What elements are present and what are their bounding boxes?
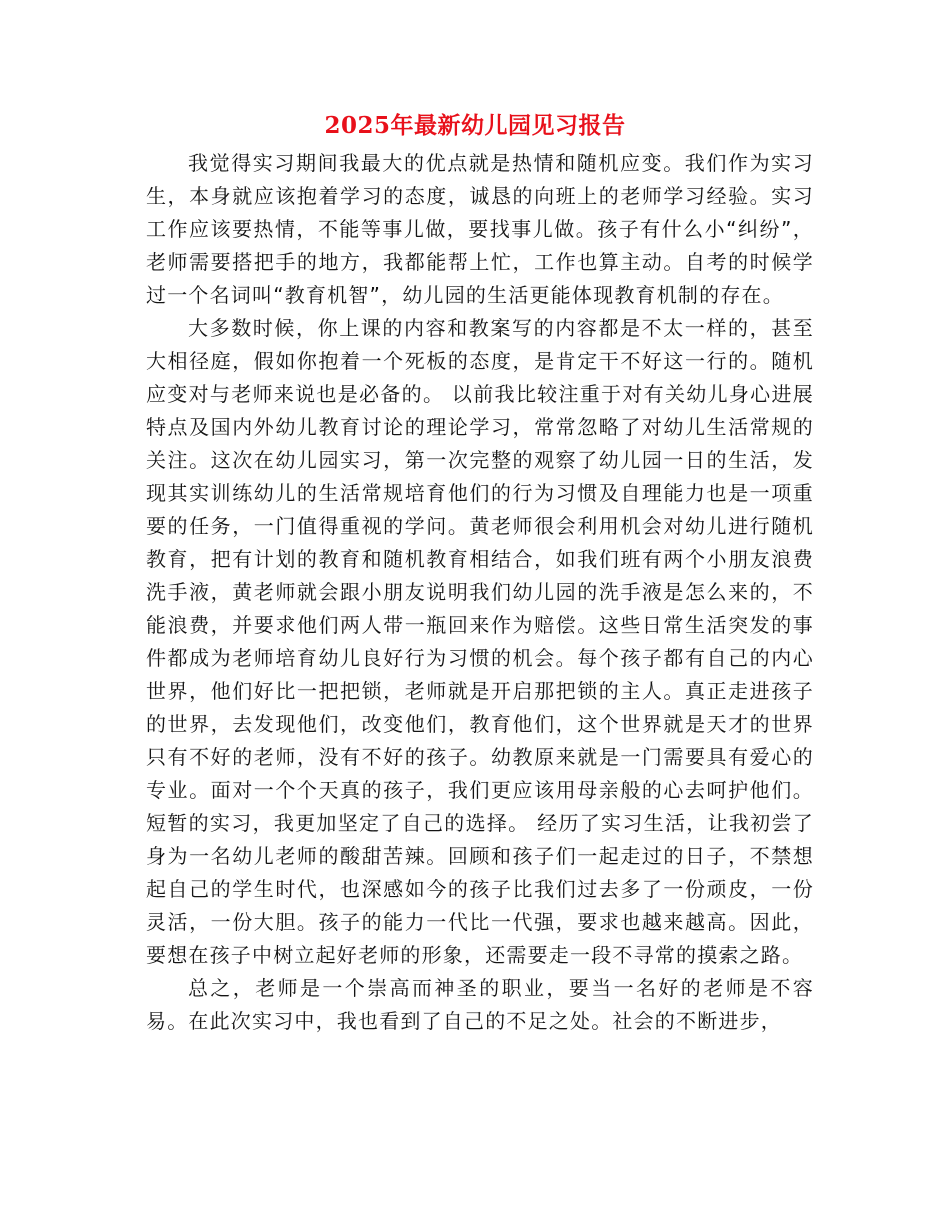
paragraph-3: 总之，老师是一个崇高而神圣的职业，要当一名好的老师是不容易。在此次实习中，我也看到了自己的不足之处。社会的不断进步， — [146, 976, 814, 1033]
document-title: 2025年最新幼儿园见习报告 — [324, 112, 626, 139]
paragraph-2: 大多数时候，你上课的内容和教案写的内容都是不太一样的，甚至大相径庭，假如你抱着一个死板的态度，是肯定干不好这一行的。随机应变对与老师来说也是必备的。 以前我比较注重于对有关幼儿身心进展特点及国内外幼儿教育讨论的理论学习，常常忽略了对幼儿生活常规的关注。这次在幼儿园实习，第一次完整的观察了幼儿园一日的生活，发现其实训练幼儿的生活常规培育他们的行为习惯及自理能力也是一项重要的任务，一门值得重视的学问。黄老师很会利用机会对幼儿进行随机教育，把有计划的教育和随机教育相结合，如我们班有两个小朋友浪费洗手液，黄老师就会跟小朋友说明我们幼儿园的洗手液是怎么来的，不能浪费，并要求他们两人带一瓶回来作为赔偿。这些日常生活突发的事件都成为老师培育幼儿良好行为习惯的机会。每个孩子都有自己的内心世界，他们好比一把把锁，老师就是开启那把锁的主人。真正走进孩子的世界，去发现他们，改变他们，教育他们，这个世界就是天才的世界只有不好的老师，没有不好的孩子。幼教原来就是一门需要具有爱心的专业。面对一个个天真的孩子，我们更应该用母亲般的心去呵护他们。短暂的实习，我更加坚定了自己的选择。 经历了实习生活，让我初尝了身为一名幼儿老师的酸甜苦辣。回顾和孩子们一起走过的日子，不禁想起自己的学生时代，也深感如今的孩子比我们过去多了一份顽皮，一份灵活，一份大胆。孩子的能力一代比一代强，要求也越来越高。因此，要想在孩子中树立起好老师的形象，还需要走一段不寻常的摸索之路。 — [146, 316, 814, 967]
paragraph-1: 我觉得实习期间我最大的优点就是热情和随机应变。我们作为实习生，本身就应该抱着学习的态度，诚恳的向班上的老师学习经验。实习工作应该要热情，不能等事儿做，要找事儿做。孩子有什么小“纠纷”，老师需要搭把手的地方，我都能帮上忙，工作也算主动。自考的时候学过一个名词叫“教育机智”，幼儿园的生活更能体现教育机制的存在。 — [146, 151, 814, 307]
document-body — [146, 147, 814, 1038]
